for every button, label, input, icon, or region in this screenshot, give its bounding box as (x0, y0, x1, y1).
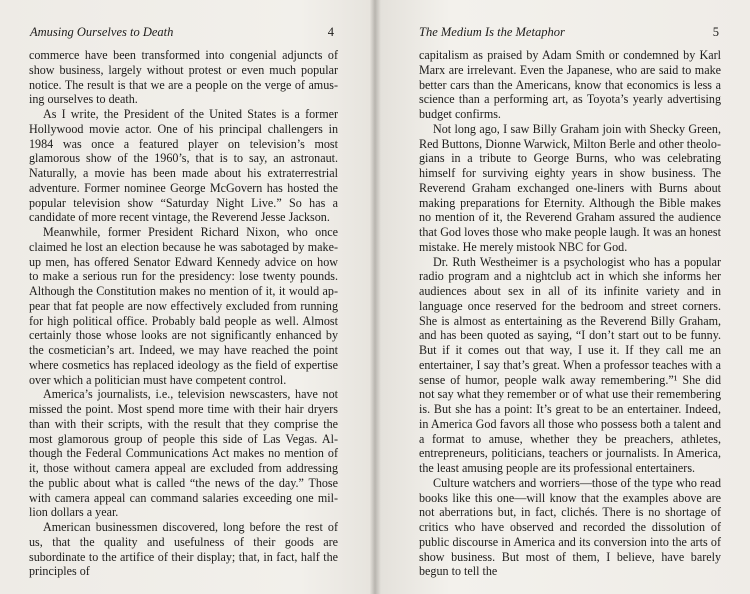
paragraph: Culture watchers and worriers—those of the type who read books like this one—will know that the examples above are not aberrations but, in fact, clichés. There is no shortage of critics who have observed and recorded the dissolution of public discourse in America and its conversion into the arts of show business. But most of them, I believe, have barely begun to tell the (419, 475, 721, 579)
paragraph: capitalism as praised by Adam Smith or condemned by Karl Marx are irrelevant. Even the Japanese, who are said to make better cars than the Americans, know that economics is less a science than a performing art, as Toyota’s yearly advertising budget confirms. (419, 48, 721, 121)
page-body (29, 48, 338, 579)
running-header (419, 25, 719, 40)
paragraph: America’s journalists, i.e., television newscasters, have not missed the point. Most spend more time with their hair dryers than with their scripts, with the result that they comprise the most glamorous group of people this side of Las Vegas. Although the Federal Communications Act makes no mention of it, those without camera appeal are excluded from addressing the public about what is called “the news of the day.” Those with camera appeal can command salaries exceeding one million dollars a year. (29, 387, 338, 520)
paragraph: American businessmen discovered, long before the rest of us, that the quality and usefulness of their goods are subordinate to the artifice of their display; that, in fact, half the principles of (29, 520, 338, 579)
right-page (377, 0, 750, 594)
page-number: 4 (327, 25, 334, 39)
paragraph: As I write, the President of the United States is a former Hollywood movie actor. One of his principal challengers in 1984 was once a featured player on television’s most glamorous show of the 1960’s, that is to say, an astronaut. Naturally, a movie has been made about his extraterrestrial adventure. Former nominee George McGovern has hosted the popular television show “Saturday Night Live.” So has a candidate of more recent vintage, the Reverend Jesse Jackson. (29, 107, 338, 225)
running-header (30, 25, 334, 40)
page-number: 5 (712, 25, 719, 39)
paragraph: Dr. Ruth Westheimer is a psychologist who has a popular radio program and a nightclub act in which she informs her audiences about sex in all of its infinite variety and in language once reserved for the bedroom and street corners. She is almost as entertaining as the Reverend Billy Graham, and has been quoted as saying, “I don’t start out to be funny. But if it comes out that way, I use it. If they call me an entertainer, I say that’s great. When a professor teaches with a sense of humor, people walk away remembering.”¹ She did not say what they remember or of what use their remembering is. But she has a point: It’s great to be an entertainer. Indeed, in America God favors all those who possess both a talent and a format to amuse, whether they be preachers, athletes, entrepreneurs, politicians, teachers or journalists. In America, the least amusing people are its professional entertainers. (419, 254, 721, 475)
running-head-title: Amusing Ourselves to Death (30, 25, 174, 39)
paragraph: commerce have been transformed into congenial adjuncts of show business, largely without protest or even much popular notice. The result is that we are a people on the verge of amusing ourselves to death. (29, 48, 338, 107)
paragraph: Not long ago, I saw Billy Graham join with Shecky Green, Red Buttons, Dionne Warwick, Milton Berle and other theologians in a tribute to George Burns, who was celebrating himself for surviving eighty years in show business. The Reverend Graham exchanged one-liners with Burns about making preparations for Eternity. Although the Bible makes no mention of it, the Reverend Graham assured the audience that God loves those who make people laugh. It was an honest mistake. He merely mistook NBC for God. (419, 121, 721, 254)
page-body (419, 48, 721, 579)
running-head-title: The Medium Is the Metaphor (419, 25, 565, 39)
left-page (0, 0, 373, 594)
paragraph: Meanwhile, former President Richard Nixon, who once claimed he lost an election because he was sabotaged by make-up men, has offered Senator Edward Kennedy advice on how to make a serious run for the presidency: lose twenty pounds. Although the Constitution makes no mention of it, it would appear that fat people are now effectively excluded from running for high political office. Probably bald people as well. Almost certainly those whose looks are not significantly enhanced by the cosmetician’s art. Indeed, we may have reached the point where cosmetics has replaced ideology as the field of expertise over which a politician must have competent control. (29, 225, 338, 387)
